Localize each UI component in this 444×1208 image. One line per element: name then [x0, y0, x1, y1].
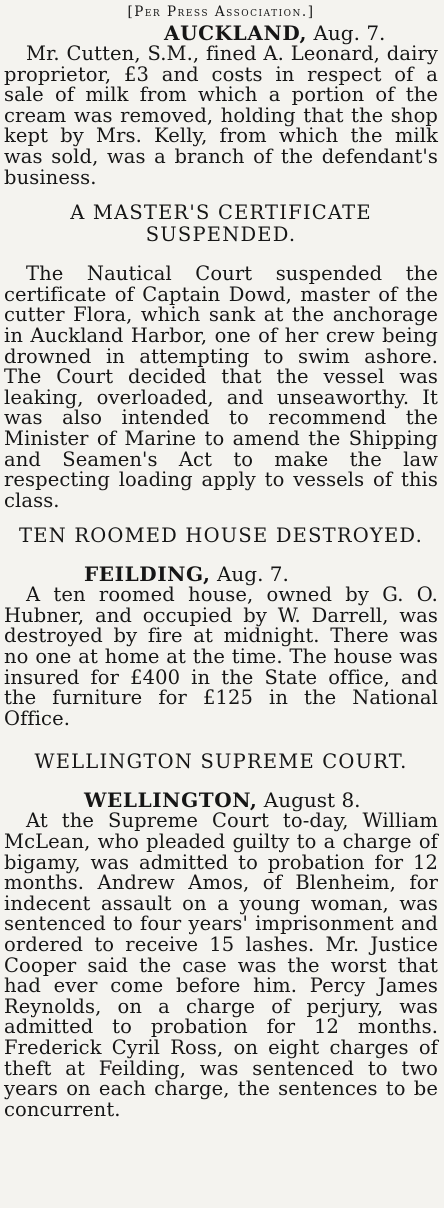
article-milk-fine [4, 22, 438, 188]
article-body: A ten roomed house, owned by G. O. Hubner, and occupied by W. Darrell, was destroyed by fire at midnight. There was no one at home at the time. The house was insured for £400 in the State office, and the furniture for £125 in the National Office. [4, 583, 438, 730]
dateline-date: Aug. 7. [313, 21, 386, 45]
press-association-credit: [Per Press Association.] [127, 4, 315, 20]
article-body: At the Supreme Court to-day, William McLean, who pleaded guilty to a charge of bigamy, was admitted to probation for 12 months. Andrew Amos, of Blenheim, for indecent assault on a young woman, was sentenced to four years' imprisonment and ordered to receive 15 lashes. Mr. Justice Cooper said the case was the worst that had ever come before him. Percy James Reynolds, on a charge of perjury, was admitted to probation for 12 months. Frederick Cyril Ross, on eight charges of theft at Feilding, was sentenced to two years on each charge, the sentences to be concurrent. [4, 809, 438, 1121]
dateline [4, 563, 438, 585]
article-house-destroyed [4, 525, 438, 729]
headline: A MASTER'S CERTIFICATE [70, 201, 372, 225]
headline: TEN ROOMED HOUSE DESTROYED. [19, 524, 423, 548]
dateline-place: WELLINGTON, [84, 788, 258, 813]
dateline-place: AUCKLAND, [164, 21, 308, 45]
headline-continued: SUSPENDED. [145, 223, 297, 247]
dateline-place: FEILDING, [84, 562, 211, 587]
article-supreme-court [4, 751, 438, 1120]
dateline-date: August 8. [263, 788, 361, 813]
article-certificate-suspended [4, 202, 438, 511]
article-body: Mr. Cutten, S.M., fined A. Leonard, dairy proprietor, £3 and costs in respect of a sale of milk from which a portion of the cream was removed, holding that the shop kept by Mrs. Kelly, from which the milk was sold, was a branch of the defendant's business. [4, 42, 438, 189]
dateline [4, 789, 438, 811]
headline: WELLINGTON SUPREME COURT. [34, 750, 408, 774]
dateline [4, 22, 438, 44]
dateline-date: Aug. 7. [216, 562, 289, 587]
article-body: The Nautical Court suspended the certificate of Captain Dowd, master of the cutter Flora, which sank at the anchorage in Auckland Harbor, one of her crew being drowned in attempting to swim ashore. The Court decided that the vessel was leaking, overloaded, and unseaworthy. It was also intended to recommend the Minister of Marine to amend the Shipping and Seamen's Act to make the law respecting loading apply to vessels of this class. [4, 262, 438, 512]
